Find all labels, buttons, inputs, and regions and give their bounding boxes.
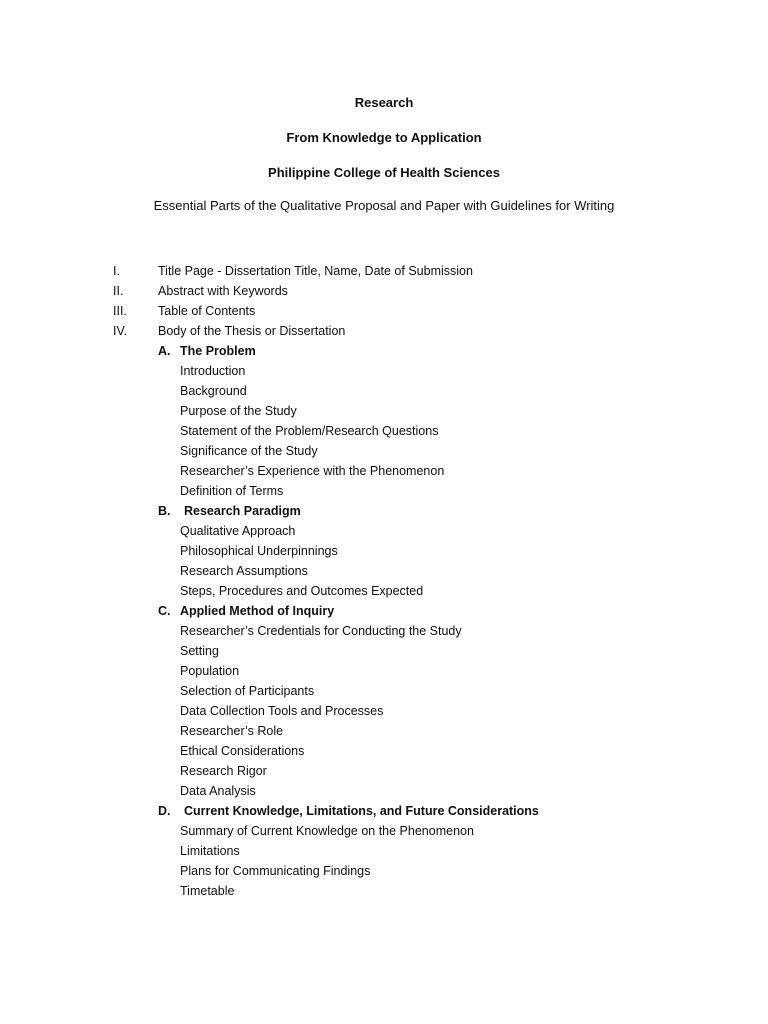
doc-title: Research: [354, 95, 414, 110]
section-title: Current Knowledge, Limitations, and Future Considerations: [184, 804, 539, 818]
doc-subtitle: From Knowledge to Application: [286, 130, 482, 145]
section-title: The Problem: [180, 344, 256, 358]
institution-name: Philippine College of Health Sciences: [268, 165, 500, 180]
subsection-item: Steps, Procedures and Outcomes Expected: [180, 584, 424, 598]
subsection-item: Setting: [180, 644, 219, 658]
outline-numeral: II.: [113, 284, 124, 298]
outline-item-text: Title Page - Dissertation Title, Name, Date of Submission: [158, 264, 473, 278]
subsection-item: Significance of the Study: [180, 444, 318, 458]
outline-numeral: I.: [113, 264, 120, 278]
subsection-item: Data Analysis: [180, 784, 256, 798]
subsection-item: Researcher’s Credentials for Conducting the Study: [180, 624, 462, 638]
section-title: Applied Method of Inquiry: [180, 604, 335, 618]
outline-item-text: Table of Contents: [158, 304, 256, 318]
outline-numeral: III.: [113, 304, 127, 318]
doc-description: Essential Parts of the Qualitative Proposal and Paper with Guidelines for Writing: [153, 198, 615, 213]
subsection-item: Researcher’s Experience with the Phenomenon: [180, 464, 445, 478]
subsection-item: Plans for Communicating Findings: [180, 864, 371, 878]
section-letter: A.: [158, 344, 171, 358]
subsection-item: Population: [180, 664, 240, 678]
subsection-item: Ethical Considerations: [180, 744, 305, 758]
subsection-item: Purpose of the Study: [180, 404, 297, 418]
subsection-item: Statement of the Problem/Research Questions: [180, 424, 439, 438]
section-letter: B.: [158, 504, 171, 518]
outline-numeral: IV.: [113, 324, 128, 338]
outline-item-text: Body of the Thesis or Dissertation: [158, 324, 346, 338]
subsection-item: Researcher’s Role: [180, 724, 284, 738]
subsection-item: Selection of Participants: [180, 684, 315, 698]
section-title: Research Paradigm: [184, 504, 301, 518]
subsection-item: Data Collection Tools and Processes: [180, 704, 384, 718]
outline-item-text: Abstract with Keywords: [158, 284, 288, 298]
subsection-item: Research Assumptions: [180, 564, 308, 578]
subsection-item: Definition of Terms: [180, 484, 284, 498]
subsection-item: Qualitative Approach: [180, 524, 296, 538]
subsection-item: Philosophical Underpinnings: [180, 544, 338, 558]
subsection-item: Introduction: [180, 364, 246, 378]
subsection-item: Background: [180, 384, 247, 398]
subsection-item: Limitations: [180, 844, 240, 858]
section-letter: C.: [158, 604, 171, 618]
subsection-item: Timetable: [180, 884, 235, 898]
section-letter: D.: [158, 804, 171, 818]
subsection-item: Research Rigor: [180, 764, 267, 778]
subsection-item: Summary of Current Knowledge on the Phenomenon: [180, 824, 474, 838]
